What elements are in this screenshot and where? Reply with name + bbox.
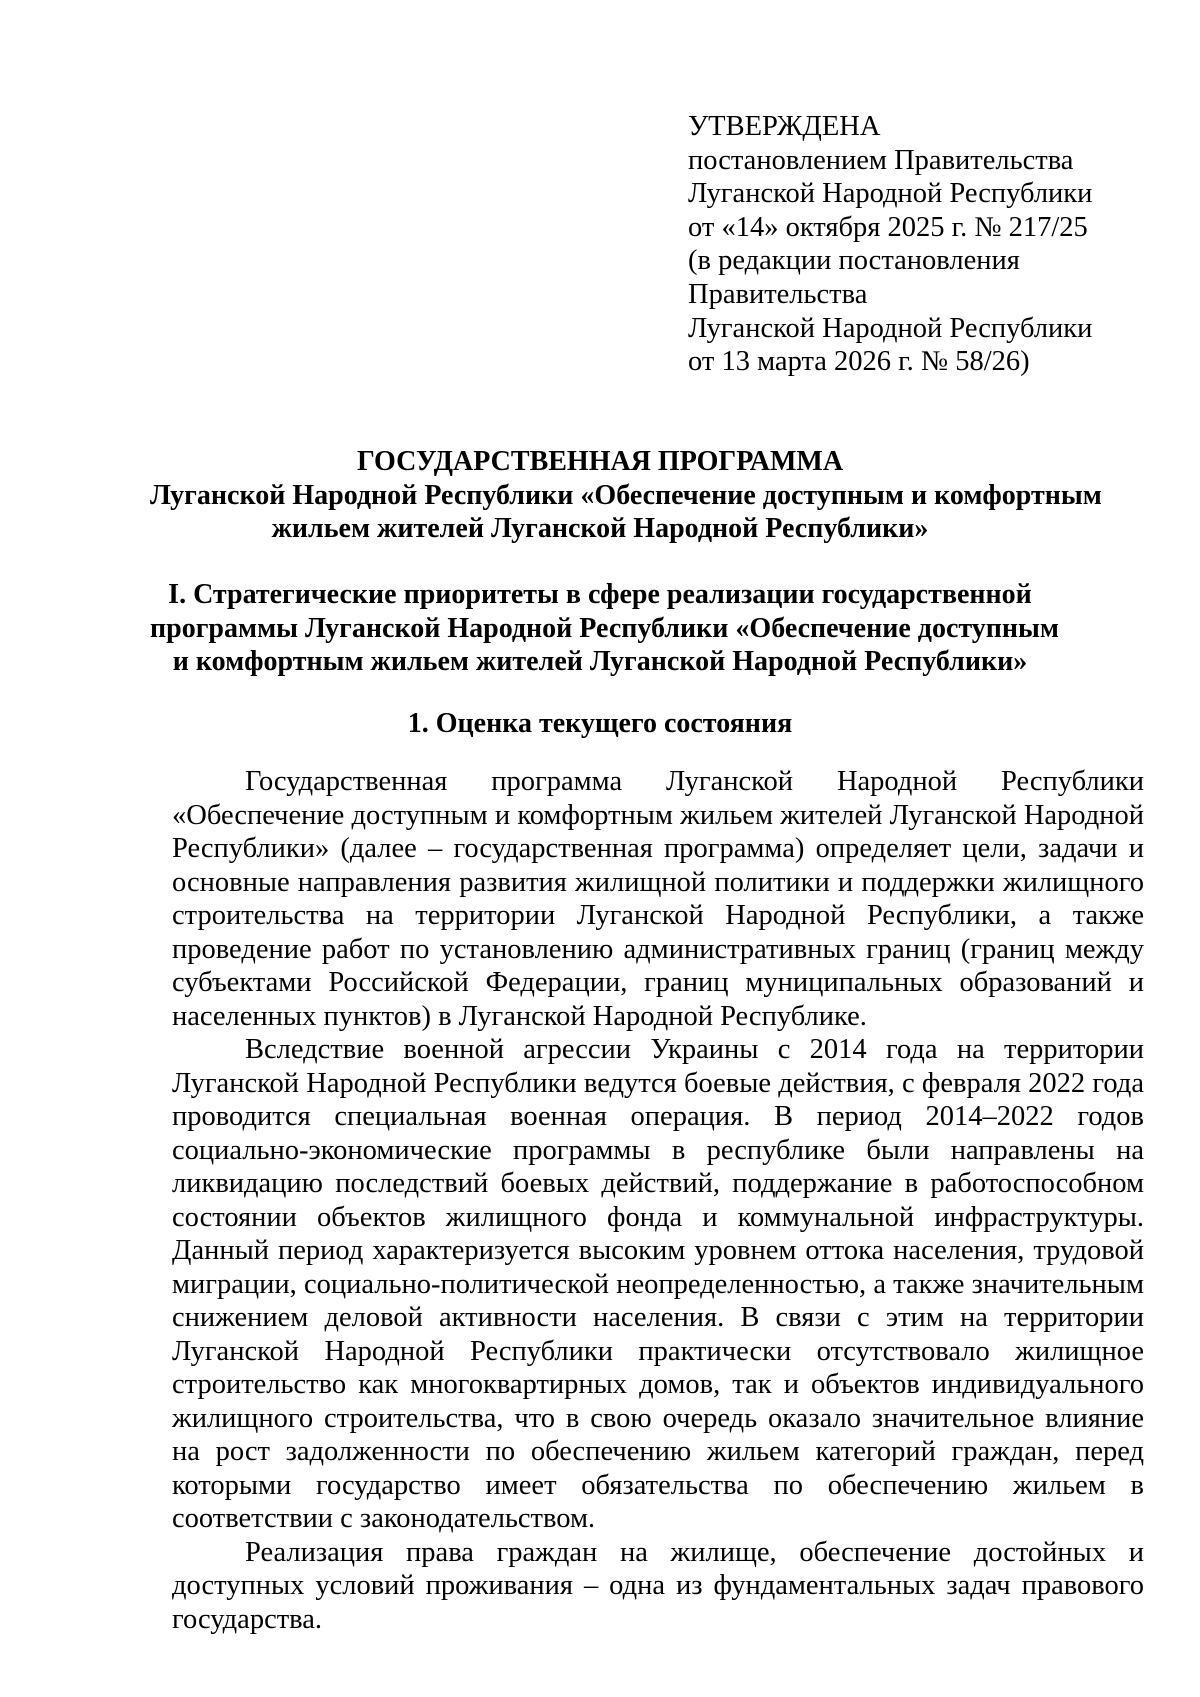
section-title-line: и комфортным жильем жителей Луганской Народной Республики» bbox=[172, 646, 1028, 677]
section-title-line: I. Стратегические приоритеты в сфере реализации государственной bbox=[168, 579, 1032, 610]
subsection-title-line: 1. Оценка текущего состояния bbox=[407, 708, 793, 739]
approval-line: Правительства bbox=[688, 278, 868, 310]
paragraph: Государственная программа Луганской Народной Республики «Обеспечение доступным и комфортным жильем жителей Луганской Народной Республики» (далее – государственная программа) определяет цели, задачи и основные направления развития жилищной политики и поддержки жилищного строительства на территории Луганской Народной Республики, а также проведение работ по установлению административных границ (границ между субъектами Российской Федерации, границ муниципальных образований и населенных пунктов) в Луганской Народной Республике. bbox=[172, 766, 1144, 1032]
approval-line: от 13 марта 2026 г. № 58/26) bbox=[688, 346, 1030, 378]
document-body bbox=[172, 765, 1144, 1636]
program-title-line: ГОСУДАРСТВЕННАЯ ПРОГРАММА bbox=[356, 446, 844, 477]
approval-line: УТВЕРЖДЕНА bbox=[688, 111, 881, 142]
program-title bbox=[150, 445, 1102, 546]
approval-line: Луганской Народной Республики bbox=[688, 178, 1093, 210]
approval-stamp bbox=[688, 110, 1168, 379]
section-title-line: программы Луганской Народной Республики «Обеспечение доступным bbox=[150, 612, 1059, 644]
approval-line: постановлением Правительства bbox=[688, 144, 1074, 176]
approval-line: Луганской Народной Республики bbox=[688, 312, 1093, 344]
program-title-line: Луганской Народной Республики «Обеспечение доступным и комфортным bbox=[150, 479, 1102, 511]
approval-line: от «14» октября 2025 г. № 217/25 bbox=[688, 211, 1088, 243]
program-title-line: жильем жителей Луганской Народной Республики» bbox=[271, 513, 929, 544]
approval-line: (в редакции постановления bbox=[688, 245, 1020, 277]
paragraph: Вследствие военной агрессии Украины с 2014 года на территории Луганской Народной Республики ведутся боевые действия, с февраля 2022 года проводится специальная военная операция. В период 2014–2022 годов социально-экономические программы в республике были направлены на ликвидацию последствий боевых действий, поддержание в работоспособном состоянии объектов жилищного фонда и коммунальной инфраструктуры. Данный период характеризуется высоким уровнем оттока населения, трудовой миграции, социально-политической неопределенностью, а также значительным снижением деловой активности населения. В связи с этим на территории Луганской Народной Республики практически отсутствовало жилищное строительство как многоквартирных домов, так и объектов индивидуального жилищного строительства, что в свою очередь оказало значительное влияние на рост задолженности по обеспечению жильем категорий граждан, перед которыми государство имеет обязательства по обеспечению жильем в соответствии с законодательством. bbox=[172, 1034, 1144, 1534]
section-title bbox=[150, 578, 1059, 679]
subsection-title bbox=[150, 707, 1050, 741]
paragraph: Реализация права граждан на жилище, обеспечение достойных и доступных условий проживания – одна из фундаментальных задач правового государства. bbox=[172, 1536, 1144, 1635]
